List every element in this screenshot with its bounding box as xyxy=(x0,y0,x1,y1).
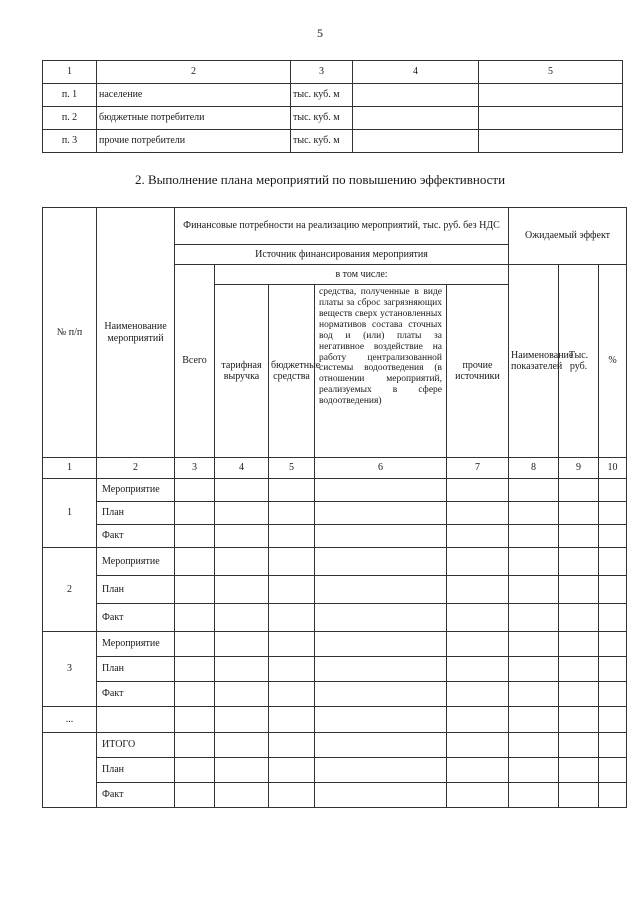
row-name: население xyxy=(97,84,291,107)
header-percent: % xyxy=(599,265,627,458)
empty-cell xyxy=(509,479,559,502)
empty-cell xyxy=(509,758,559,783)
header-indicator-name: Наименование показателей xyxy=(509,265,559,458)
empty-cell xyxy=(447,479,509,502)
group-number: 3 xyxy=(43,632,97,707)
row-number: п. 2 xyxy=(43,107,97,130)
table-row xyxy=(43,502,627,525)
empty-cell xyxy=(269,548,315,576)
empty-cell xyxy=(599,576,627,604)
column-number: 2 xyxy=(97,458,175,479)
empty-cell xyxy=(559,576,599,604)
ellipsis-row xyxy=(43,707,627,733)
row-label: План xyxy=(97,758,175,783)
empty-cell xyxy=(269,576,315,604)
empty-cell xyxy=(479,107,623,130)
row-label: Мероприятие xyxy=(97,632,175,657)
empty-cell xyxy=(175,479,215,502)
empty-cell xyxy=(269,525,315,548)
empty-cell xyxy=(215,576,269,604)
empty-cell xyxy=(315,632,447,657)
empty-cell xyxy=(175,576,215,604)
header-total: Всего xyxy=(175,265,215,458)
empty-cell xyxy=(215,604,269,632)
empty-cell xyxy=(175,502,215,525)
empty-cell xyxy=(599,783,627,808)
empty-cell xyxy=(599,632,627,657)
empty-cell xyxy=(447,548,509,576)
empty-cell xyxy=(447,632,509,657)
empty-cell xyxy=(447,576,509,604)
empty-cell xyxy=(447,525,509,548)
row-label: Мероприятие xyxy=(97,548,175,576)
table-row xyxy=(43,525,627,548)
empty-cell xyxy=(269,479,315,502)
empty-cell xyxy=(315,682,447,707)
empty-cell xyxy=(175,783,215,808)
empty-cell xyxy=(599,758,627,783)
empty-cell xyxy=(269,604,315,632)
empty-cell xyxy=(175,758,215,783)
empty-cell xyxy=(175,733,215,758)
empty-cell xyxy=(559,604,599,632)
table-row xyxy=(43,84,623,107)
empty-cell xyxy=(559,479,599,502)
empty-cell xyxy=(599,707,627,733)
row-number: п. 1 xyxy=(43,84,97,107)
empty-cell xyxy=(509,548,559,576)
empty-cell xyxy=(447,707,509,733)
row-unit: тыс. куб. м xyxy=(291,84,353,107)
empty-cell xyxy=(599,548,627,576)
empty-cell xyxy=(509,576,559,604)
empty-cell xyxy=(447,758,509,783)
empty-cell xyxy=(315,502,447,525)
empty-cell xyxy=(479,130,623,153)
empty-cell xyxy=(269,632,315,657)
empty-cell xyxy=(97,707,175,733)
row-name: прочие потребители xyxy=(97,130,291,153)
header-other-sources: прочие источники xyxy=(447,285,509,458)
table-row xyxy=(43,632,627,657)
empty-cell xyxy=(559,657,599,682)
empty-cell xyxy=(559,502,599,525)
table-row xyxy=(43,479,627,502)
column-number: 9 xyxy=(559,458,599,479)
empty-cell xyxy=(215,733,269,758)
row-unit: тыс. куб. м xyxy=(291,130,353,153)
empty-cell xyxy=(269,758,315,783)
header-measure-name: Наименование мероприятий xyxy=(97,208,175,458)
empty-cell xyxy=(599,682,627,707)
empty-cell xyxy=(315,604,447,632)
group-number: 1 xyxy=(43,479,97,548)
empty-cell xyxy=(315,479,447,502)
empty-cell xyxy=(315,707,447,733)
empty-cell xyxy=(269,783,315,808)
empty-cell xyxy=(559,733,599,758)
row-label: План xyxy=(97,502,175,525)
table-row xyxy=(43,576,627,604)
empty-cell xyxy=(315,548,447,576)
empty-cell xyxy=(215,632,269,657)
empty-cell xyxy=(269,707,315,733)
empty-cell xyxy=(315,657,447,682)
table-row xyxy=(43,604,627,632)
empty-cell xyxy=(215,548,269,576)
table-row xyxy=(43,733,627,758)
empty-cell xyxy=(559,525,599,548)
empty-cell xyxy=(509,632,559,657)
empty-cell xyxy=(175,525,215,548)
table-row xyxy=(43,758,627,783)
empty-cell xyxy=(509,657,559,682)
header-including: в том числе: xyxy=(215,265,509,285)
empty-cell xyxy=(599,525,627,548)
header-budget-funds: бюджетные средства xyxy=(269,285,315,458)
table-row xyxy=(43,783,627,808)
empty-cell xyxy=(599,733,627,758)
empty-cell xyxy=(447,657,509,682)
empty-cell xyxy=(175,548,215,576)
empty-cell xyxy=(215,479,269,502)
header-expected-effect: Ожидаемый эффект xyxy=(509,208,627,265)
empty-cell xyxy=(353,84,479,107)
empty-cell xyxy=(215,525,269,548)
row-label: Факт xyxy=(97,604,175,632)
empty-cell xyxy=(215,707,269,733)
column-number: 4 xyxy=(215,458,269,479)
group-number: 2 xyxy=(43,548,97,632)
column-number: 3 xyxy=(175,458,215,479)
empty-cell xyxy=(175,657,215,682)
empty-cell xyxy=(315,783,447,808)
empty-cell xyxy=(353,107,479,130)
row-unit: тыс. куб. м xyxy=(291,107,353,130)
empty-cell xyxy=(175,632,215,657)
empty-cell xyxy=(215,783,269,808)
empty-cell xyxy=(559,707,599,733)
row-label: Факт xyxy=(97,783,175,808)
row-label: План xyxy=(97,657,175,682)
page-number: 5 xyxy=(317,26,323,40)
empty-cell xyxy=(599,502,627,525)
empty-cell xyxy=(509,525,559,548)
empty-cell xyxy=(447,502,509,525)
header-pollution-fees: средства, полученные в виде платы за сброс загрязняющих веществ сверх установленных нормативов состава сточных вод и (или) платы за негативное воздействие на работу централизованной системы водоотведения (в отношении мероприятий, реализуемых в сфере водоотведения) xyxy=(315,285,447,458)
empty-cell xyxy=(315,525,447,548)
table-header-row xyxy=(43,61,623,84)
section-title: 2. Выполнение плана мероприятий по повышению эффективности xyxy=(134,172,506,187)
empty-cell xyxy=(315,733,447,758)
volume-table xyxy=(42,60,623,153)
empty-cell xyxy=(559,548,599,576)
column-number-row xyxy=(43,458,627,479)
column-number: 6 xyxy=(315,458,447,479)
row-label: Мероприятие xyxy=(97,479,175,502)
empty-cell xyxy=(269,502,315,525)
empty-cell xyxy=(509,604,559,632)
empty-cell xyxy=(215,758,269,783)
header-funding-source: Источник финансирования мероприятия xyxy=(175,245,509,265)
table-row xyxy=(43,682,627,707)
column-number: 5 xyxy=(269,458,315,479)
empty-cell xyxy=(447,682,509,707)
column-number: 1 xyxy=(43,458,97,479)
row-label: Факт xyxy=(97,682,175,707)
empty-cell xyxy=(559,783,599,808)
empty-cell xyxy=(509,682,559,707)
empty-cell xyxy=(269,733,315,758)
empty-cell xyxy=(509,707,559,733)
empty-cell xyxy=(509,783,559,808)
empty-cell xyxy=(509,733,559,758)
total-label: ИТОГО xyxy=(97,733,175,758)
empty-cell xyxy=(215,682,269,707)
empty-cell xyxy=(215,502,269,525)
header-tariff-revenue: тарифная выручка xyxy=(215,285,269,458)
header-cell: 2 xyxy=(97,61,291,84)
header-cell: 4 xyxy=(353,61,479,84)
empty-cell xyxy=(175,707,215,733)
empty-cell xyxy=(559,758,599,783)
empty-cell xyxy=(269,657,315,682)
empty-cell xyxy=(509,502,559,525)
empty-cell xyxy=(215,657,269,682)
header-row-1 xyxy=(43,208,627,245)
empty-cell xyxy=(479,84,623,107)
empty-cell xyxy=(559,632,599,657)
column-number: 10 xyxy=(599,458,627,479)
header-cell: 5 xyxy=(479,61,623,84)
empty-cell xyxy=(599,604,627,632)
empty-cell xyxy=(447,733,509,758)
empty-cell xyxy=(559,682,599,707)
empty-cell xyxy=(315,758,447,783)
table-row xyxy=(43,130,623,153)
header-number: № п/п xyxy=(43,208,97,458)
header-financial-needs: Финансовые потребности на реализацию мероприятий, тыс. руб. без НДС xyxy=(175,208,509,245)
row-label: План xyxy=(97,576,175,604)
empty-cell xyxy=(353,130,479,153)
empty-cell xyxy=(269,682,315,707)
empty-cell xyxy=(447,604,509,632)
row-label: Факт xyxy=(97,525,175,548)
ellipsis: ... xyxy=(43,707,97,733)
table-row xyxy=(43,657,627,682)
table-row xyxy=(43,107,623,130)
column-number: 8 xyxy=(509,458,559,479)
empty-cell xyxy=(447,783,509,808)
empty-cell xyxy=(599,657,627,682)
empty-cell xyxy=(175,682,215,707)
empty-cell xyxy=(315,576,447,604)
empty-cell xyxy=(175,604,215,632)
empty-cell xyxy=(599,479,627,502)
row-name: бюджетные потребители xyxy=(97,107,291,130)
column-number: 7 xyxy=(447,458,509,479)
header-cell: 3 xyxy=(291,61,353,84)
header-thousand-rub: Тыс. руб. xyxy=(559,265,599,458)
header-cell: 1 xyxy=(43,61,97,84)
total-number-cell xyxy=(43,733,97,808)
measures-table xyxy=(42,207,627,808)
table-row xyxy=(43,548,627,576)
row-number: п. 3 xyxy=(43,130,97,153)
